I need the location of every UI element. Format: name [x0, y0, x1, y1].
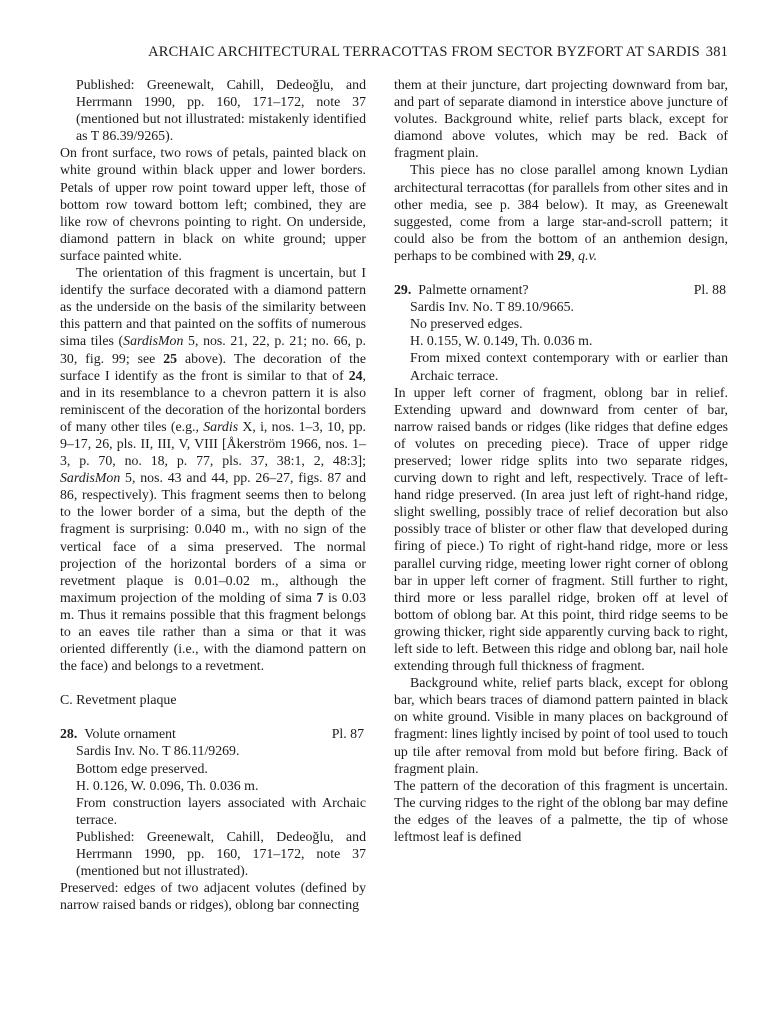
catalog-27-published: Published: Greenewalt, Cahill, Dedeoğlu, and Herrmann 1990, pp. 160, 171–172, note 37 (mentioned but not illustrated: mistakenly identified as T 86.39/9265). — [76, 77, 366, 144]
catalog-27-published-block — [60, 76, 366, 144]
catalog-28-published: Published: Greenewalt, Cahill, Dedeoğlu, and Herrmann 1990, pp. 160, 171–172, note 37 (mentioned but not illustrated). — [76, 828, 366, 879]
running-title: ARCHAIC ARCHITECTURAL TERRACOTTAS FROM SECTOR BYZFORT AT SARDIS — [148, 44, 700, 60]
catalog-29-data — [394, 298, 728, 383]
catalog-29-discussion: The pattern of the decoration of this fragment is uncertain. The curving ridges to the right of the oblong bar may define the edges of the leaves of a palmette, the tip of whose leftmost leaf is defined — [394, 777, 728, 845]
catalog-28-plate: Pl. 87 — [331, 726, 364, 742]
catalog-27-discussion: The orientation of this fragment is uncertain, but I identify the surface decorated with a diamond pattern as the underside on the basis of the similarity between this pattern and that painted on the soffits of numerous sima tiles (SardisMon 5, nos. 21, 22, p. 21; no. 66, p. 30, fig. 99; see 25 above). The decoration of the surface I identify as the front is similar to that of 24, and in its resemblance to a chevron pattern it is also reminiscent of the decoration of the horizontal borders of many other tiles (e.g., Sardis X, i, nos. 1–3, 10, pp. 9–17, 26, pls. II, III, V, VIII [Åkerström 1966, nos. 1–3, p. 70, no. 18, p. 77, pls. 37, 38:1, 2, 48:3]; SardisMon 5, nos. 43 and 44, pp. 26–27, figs. 87 and 86, respectively). This fragment seems then to belong to the lower border of a sima, but the depth of the fragment is surprising: 0.040 m., with no sign of the vertical face of a sima preserved. The normal projection of the horizontal borders of a sima or revetment plaque is 0.01–0.02 m., although the maximum projection of the molding of sima 7 is 0.03 m. Thus it remains possible that this fragment belongs to an eaves tile rather than a sima or that it was oriented differently (i.e., with the diamond pattern on the face) and belongs to a revetment. — [60, 265, 367, 674]
catalog-28-preserved: Preserved: edges of two adjacent volutes (defined by narrow raised bands or ridges), oblong bar connecting — [60, 880, 366, 913]
catalog-29-color-notes: Background white, relief parts black, except for oblong bar, which bears traces of diamond pattern painted in black on white ground. Visible in many places on background of fragment: lines lightly incised by point of tool used to touch up tile after removal from mold but before firing. Back of fragment plain. — [394, 675, 728, 776]
catalog-28-dimensions: H. 0.126, W. 0.096, Th. 0.036 m. — [76, 777, 259, 793]
catalog-29-plate: Pl. 88 — [693, 282, 726, 298]
page-number: 381 — [705, 44, 728, 60]
catalog-29-dimensions: H. 0.155, W. 0.149, Th. 0.036 m. — [410, 333, 593, 349]
catalog-29-heading — [394, 281, 728, 298]
catalog-29-inventory: Sardis Inv. No. T 89.10/9665. — [410, 299, 574, 315]
catalog-29-context: From mixed context contemporary with or earlier than Archaic terrace. — [410, 350, 728, 383]
catalog-28-edges: Bottom edge preserved. — [76, 760, 208, 776]
catalog-28-title: Volute ornament — [84, 726, 176, 742]
catalog-29-edges: No preserved edges. — [410, 316, 523, 332]
catalog-28-number: 28. — [60, 726, 78, 742]
catalog-27-description: On front surface, two rows of petals, painted black on white ground within black upper and lower borders. Petals of upper row point toward upper left, those of bottom row toward bottom left; combined, they are like row of chevrons pointing to right. On underside, diamond pattern in black on white ground; upper surface painted white. — [60, 145, 366, 263]
catalog-28-heading — [60, 725, 366, 742]
catalog-29-title: Palmette ornament? — [418, 282, 529, 298]
running-header — [96, 44, 728, 61]
catalog-28-context: From construction layers associated with Archaic terrace. — [76, 794, 366, 827]
catalog-28-inventory: Sardis Inv. No. T 86.11/9269. — [76, 743, 240, 759]
catalog-28-preserved-continued: them at their juncture, dart projecting downward from bar, and part of separate diamond in interstice above juncture of volutes. Background white, relief parts black, except for diamond above volutes, which may be red. Back of fragment plain. — [394, 77, 728, 161]
catalog-29-description: In upper left corner of fragment, oblong bar in relief. Extending upward and downward from center of bar, narrow raised bands or ridges (like ridges that define edges of volutes on preceding piece). Trace of upper ridge preserved; lower ridge splits into two separate ridges, curving down to right and left, respectively. Trace of left-hand ridge preserved. (In area just left of right-hand ridge, slight swelling, possibly trace of relief decoration but also possibly trace of blister or other flaw that developed during firing of piece.) To right of right-hand ridge, more or less parallel curving ridge, meeting lower right corner of oblong bar in upper left corner of fragment. Still further to right, third more or less parallel ridge, broken off at level of bottom of oblong bar. At this point, third ridge seems to be growing thicker, right side apparently curving back to right, left side to left. Between this ridge and oblong bar, nail hole extending through full thickness of fragment. — [394, 384, 728, 674]
left-column — [60, 76, 366, 913]
section-heading: C. Revetment plaque — [60, 692, 177, 708]
catalog-29-number: 29. — [394, 282, 412, 298]
catalog-28-discussion: This piece has no close parallel among known Lydian architectural terracottas (for parallels from other sites and in other media, see p. 384 below). It may, as Greenewalt suggested, come from a large star-and-scroll pattern; it could also be from the bottom of an anthemion design, perhaps to be combined with 29, q.v. — [394, 162, 728, 263]
catalog-28-data — [60, 742, 366, 879]
right-column — [394, 76, 728, 845]
